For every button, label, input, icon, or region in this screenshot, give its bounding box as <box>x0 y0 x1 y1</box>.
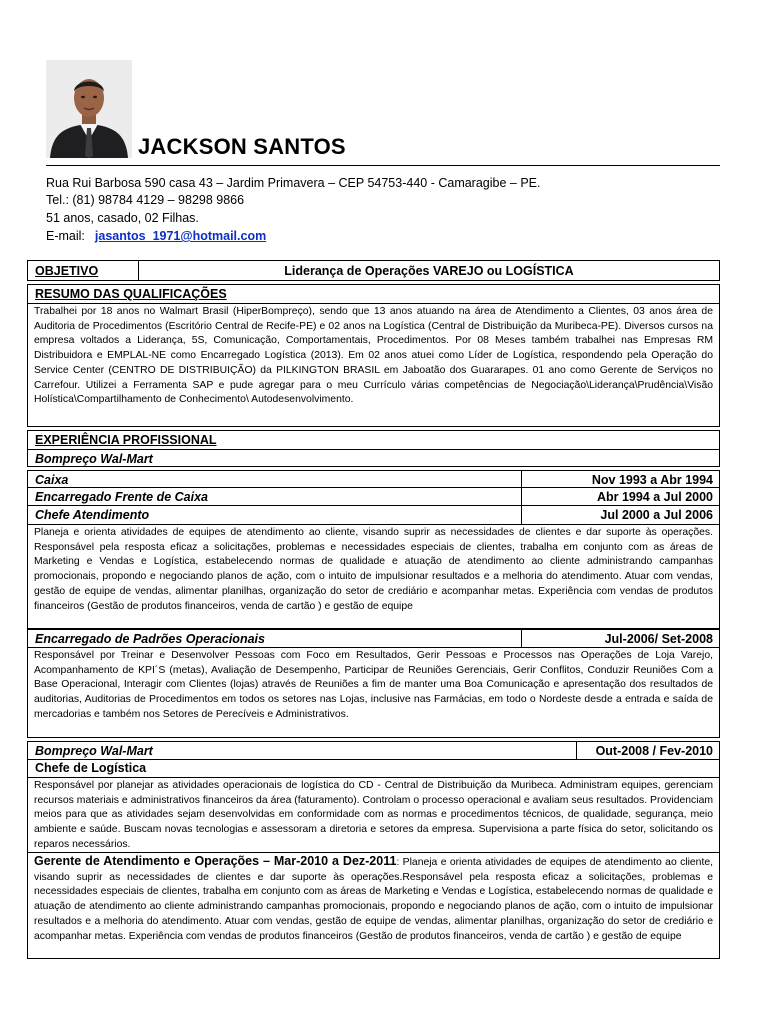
role-title-cell <box>28 471 522 487</box>
person-portrait-icon <box>46 60 132 158</box>
candidate-name: JACKSON SANTOS <box>138 134 346 159</box>
role-title: Encarregado de Padrões Operacionais <box>35 632 265 646</box>
company-2-row <box>27 741 720 760</box>
role-period-cell <box>522 506 719 524</box>
role-title: Caixa <box>35 473 69 487</box>
company-2-name-cell <box>28 742 577 759</box>
role-row-encarregado <box>27 488 720 506</box>
profile-photo <box>46 60 132 158</box>
padroes-description: Responsável por Treinar e Desenvolver Pessoas com Foco em Resultados, Gerir Pessoas e Processos nas Operações de Loja Varejo, Acompanhamento de KPI´S (metas), Avaliação de Desempenho, Participar de Reuniões Gerenciais, Gerir Conflitos, Conduzir Reuniões Com a Base Operacional, Interagir com Clientes (lojas) através de Reuniões a fim de manter uma Boa Comunicação e apresentação dos resultados de auditorias, Auditorias de Procedimentos em todos os setores nas Lojas, inclusive nas Farmácias, em todo o Nordeste desde a entrada e saída de mercadorias e também nos Setores de Perecíveis e Administrativos. <box>34 650 713 720</box>
role-title: Encarregado Frente de Caixa <box>35 490 208 504</box>
role-period-cell <box>522 630 719 647</box>
header-divider <box>46 165 720 166</box>
company-2-period-cell <box>577 742 719 759</box>
role-title: Chefe Atendimento <box>35 508 150 522</box>
role-row-chefe-atendimento <box>27 506 720 525</box>
logistica-title: Chefe de Logística <box>28 760 719 778</box>
gerente-title: Gerente de Atendimento e Operações – Mar-2010 a Dez-2011 <box>34 854 397 868</box>
email-label: E-mail: <box>46 229 85 243</box>
role-period: Jul 2000 a Jul 2006 <box>600 508 713 522</box>
role-period-cell <box>522 471 719 487</box>
experience-header <box>27 430 720 467</box>
role-period: Abr 1994 a Jul 2000 <box>596 490 713 504</box>
role-title-cell <box>28 506 522 524</box>
role-period: Nov 1993 a Abr 1994 <box>591 473 713 487</box>
role-period: Jul-2006/ Set-2008 <box>604 632 713 646</box>
chefe-atendimento-desc-box <box>27 525 720 629</box>
summary-text: Trabalhei por 18 anos no Walmart Brasil (HiperBompreço), sendo que 13 anos atuando na área de Atendimento a Clientes, 03 anos área de Auditoria de Procedimentos (Escritório Central de Recife-PE) e 02 anos na Logística (Central de Distribuição da Muribeca-PE). Diversos cursos na empresa voltados a Liderança, 5S, Comunicação, Comportamentais, Procedimentos. Por 08 Meses também trabalhei nas Empresas RM Distribuidora e EMPLAL-NE como Encarregado Logística (2013). Em 02 anos atuei como Líder de Logística, respondendo pela Operação do Service Center (CENTRO DE DISTRIBUIÇÃO) da PILKINGTON BRASIL em Jaboatão dos Guararapes. 01 ano como Gerente de Serviços no Carrefour. Utilizei a Ferramenta SAP e pude agregar para o meu Currículo várias competências de Negociação\Liderança\Prudência\Visão Holística\Compartilhamento de Conhecimento\ Autodesenvolvimento. <box>34 306 713 406</box>
role-title-cell <box>28 630 522 647</box>
email-line <box>46 228 266 244</box>
personal-info-line: 51 anos, casado, 02 Filhas. <box>46 211 199 225</box>
company-2-name: Bompreço Wal-Mart <box>35 744 153 758</box>
logistica-description: Responsável por planejar as atividades operacionais de logística do CD - Central de Distribuição da Muribeca. Administram equipes, gerenciam recursos materiais e administrativos financeiros da área (faturamento). Controlam o processo operacional e avaliam seus resultados. Providenciam meios para que as atividades sejam desenvolvidas em conformidade com as normas e procedimentos técnicos, de qualidade, segurança, meio ambiente e saúde. Buscam novas tecnologias e assessoram a diretoria e setores da empresa. Supervisiona a parte física do setor, solicitando os reparos necessários. <box>34 780 713 850</box>
logistica-box <box>27 760 720 853</box>
experience-title: EXPERIÊNCIA PROFISSIONAL <box>28 431 719 450</box>
role-row-padroes <box>27 629 720 648</box>
padroes-desc-box <box>27 648 720 738</box>
gerente-box <box>27 853 720 959</box>
summary-title: RESUMO DAS QUALIFICAÇÕES <box>28 285 719 304</box>
objective-label: OBJETIVO <box>35 264 99 278</box>
gerente-description: : Planeja e orienta atividades de equipes de atendimento ao cliente, visando suprir as necessidades de clientes e dar suporte às operações.Responsável pela resposta eficaz a solicitações, problemas e necessidades especiais de clientes, trabalha em conjunto com as áreas de Marketing e Vendas e Logística, estabelecendo normas de qualidade e atuação de atendimento ao cliente administrando campanhas promocionais, propondo e negociando planos de ação, com o intuito de impulsionar resultados e a melhoria do atendimento. Atuar com vendas, gestão de equipe de vendas, alimentar planilhas, organização do setor de crediário e acompanhar metas. Experiência com vendas de produtos financeiros (Gestão de produtos financeiros, venda de cartão ) e gestão de equipe <box>34 857 714 942</box>
email-link[interactable]: jasantos_1971@hotmail.com <box>94 229 267 243</box>
objective-label-cell <box>28 261 139 280</box>
chefe-atendimento-description: Planeja e orienta atividades de equipes de atendimento ao cliente, visando suprir as necessidades de clientes e dar suporte às operações. Responsável pela resposta eficaz a solicitações, problemas e necessidades especiais de clientes, trabalha em conjunto com as áreas de Marketing e Vendas e Logística, estabelecendo normas de qualidade e atuação de atendimento ao cliente administrando campanhas promocionais, propondo e negociando planos de ação, com o intuito de impulsionar resultados e a melhoria do atendimento. Atuar com vendas, gestão de equipe de vendas, alimentar planilhas, organização do setor de crediário e acompanhar metas. Experiência com vendas de produtos financeiros (Gestão de produtos financeiros, venda de cartão ) e gestão de equipe <box>34 527 713 612</box>
role-period-cell <box>522 488 719 505</box>
address-line: Rua Rui Barbosa 590 casa 43 – Jardim Primavera – CEP 54753-440 - Camaragibe – PE. <box>46 176 541 190</box>
company-2-period: Out-2008 / Fev-2010 <box>595 744 713 758</box>
role-row-caixa <box>27 470 720 488</box>
objective-text: Liderança de Operações VAREJO ou LOGÍSTICA <box>284 264 574 278</box>
role-title-cell <box>28 488 522 505</box>
phone-line: Tel.: (81) 98784 4129 – 98298 9866 <box>46 193 245 207</box>
company-1-name: Bompreço Wal-Mart <box>35 452 153 466</box>
gerente-paragraph <box>28 853 719 944</box>
objective-row <box>27 260 720 281</box>
summary-section <box>27 284 720 427</box>
objective-text-cell <box>139 261 719 280</box>
